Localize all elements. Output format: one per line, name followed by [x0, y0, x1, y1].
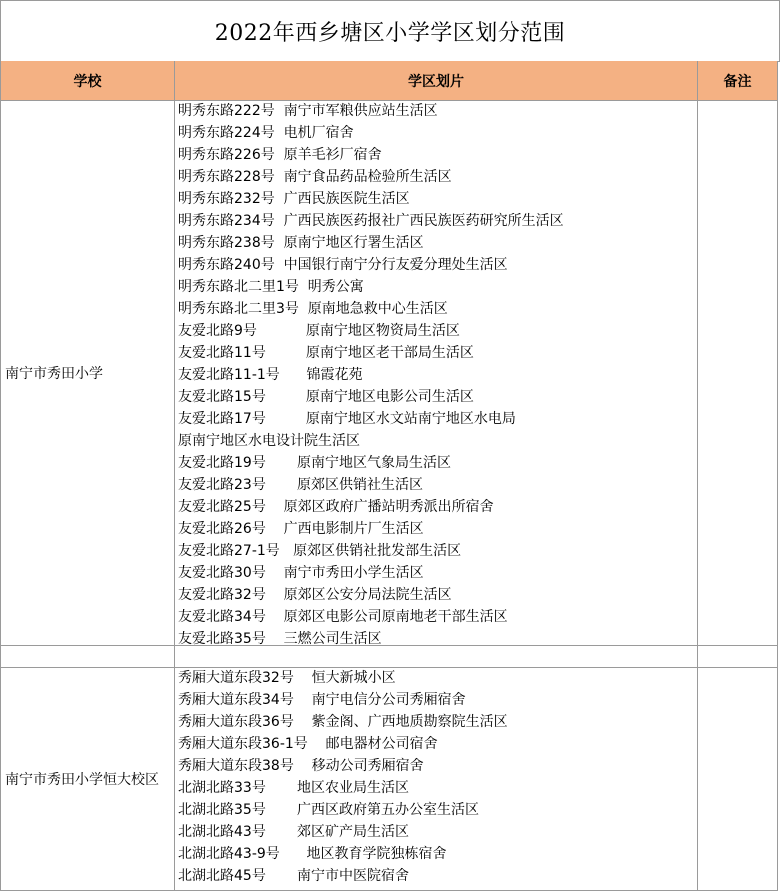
empty-cell: [175, 646, 698, 668]
district-line: 明秀东路238号 原南宁地区行署生活区: [178, 235, 424, 251]
district-line: 友爱北路30号 南宁市秀田小学生活区: [178, 565, 424, 581]
district-line: 友爱北路11-1号 锦霞花苑: [178, 367, 363, 383]
district-line: 明秀东路232号 广西民族医院生活区: [178, 191, 410, 207]
district-line: 北湖北路43-9号 地区教育学院独栋宿舍: [178, 846, 447, 862]
district-line: 北湖北路35号 广西区政府第五办公室生活区: [178, 802, 479, 818]
district-line: 明秀东路234号 广西民族医药报社广西民族医药研究所生活区: [178, 213, 564, 229]
district-line: 明秀东路北二里1号 明秀公寓: [178, 279, 364, 295]
district-line: 友爱北路34号 原郊区电影公司原南地老干部生活区: [178, 609, 508, 625]
district-line: 友爱北路32号 原郊区公安分局法院生活区: [178, 587, 452, 603]
district-line: 明秀东路228号 南宁食品药品检验所生活区: [178, 169, 452, 185]
district-line: 友爱北路26号 广西电影制片厂生活区: [178, 521, 424, 537]
district-line: 明秀东路222号 南宁市军粮供应站生活区: [178, 103, 438, 119]
district-line: 友爱北路25号 原郊区政府广播站明秀派出所宿舍: [178, 499, 494, 515]
district-line: 友爱北路23号 原郊区供销社生活区: [178, 477, 423, 493]
district-line: 友爱北路9号 原南宁地区物资局生活区: [178, 323, 460, 339]
header-district: 学区划片: [175, 61, 698, 101]
empty-cell: [0, 646, 175, 668]
district-line: 明秀东路北二里3号 原南地急救中心生活区: [178, 301, 448, 317]
district-line: 秀厢大道东段38号 移动公司秀厢宿舍: [178, 758, 424, 774]
district-line: 北湖北路43号 郊区矿产局生活区: [178, 824, 409, 840]
district-line: 友爱北路17号 原南宁地区水文站南宁地区水电局: [178, 411, 516, 427]
district-line: 秀厢大道东段34号 南宁电信分公司秀厢宿舍: [178, 692, 466, 708]
district-line: 友爱北路15号 原南宁地区电影公司生活区: [178, 389, 474, 405]
header-school: 学校: [0, 61, 175, 101]
district-line: 友爱北路11号 原南宁地区老干部局生活区: [178, 345, 474, 361]
district-line: 明秀东路224号 电机厂宿舍: [178, 125, 354, 141]
district-line: 秀厢大道东段36号 紫金阁、广西地质勘察院生活区: [178, 714, 508, 730]
district-cell: [175, 668, 698, 891]
district-line: 友爱北路27-1号 原郊区供销社批发部生活区: [178, 543, 462, 559]
school-cell: [0, 668, 175, 891]
district-line: 明秀东路240号 中国银行南宁分行友爱分理处生活区: [178, 257, 508, 273]
note-cell: [698, 101, 778, 646]
district-line: 原南宁地区水电设计院生活区: [178, 433, 360, 449]
district-line: 明秀东路226号 原羊毛衫厂宿舍: [178, 147, 382, 163]
district-cell: [175, 101, 698, 646]
district-line: 友爱北路19号 原南宁地区气象局生活区: [178, 455, 451, 471]
empty-cell: [698, 646, 778, 668]
district-line: 友爱北路35号 三燃公司生活区: [178, 631, 382, 647]
header-note: 备注: [698, 61, 778, 101]
school-name: 南宁市秀田小学恒大校区: [5, 772, 159, 788]
district-line: 秀厢大道东段32号 恒大新城小区: [178, 670, 396, 686]
district-line: 北湖北路45号 南宁市中医院宿舍: [178, 868, 409, 884]
note-cell: [698, 668, 778, 891]
district-line: 北湖北路33号 地区农业局生活区: [178, 780, 409, 796]
school-name: 南宁市秀田小学: [5, 366, 103, 382]
school-cell: [0, 101, 175, 646]
page-title: 2022年西乡塘区小学学区划分范围: [0, 0, 780, 62]
district-line: 秀厢大道东段36-1号 邮电器材公司宿舍: [178, 736, 438, 752]
